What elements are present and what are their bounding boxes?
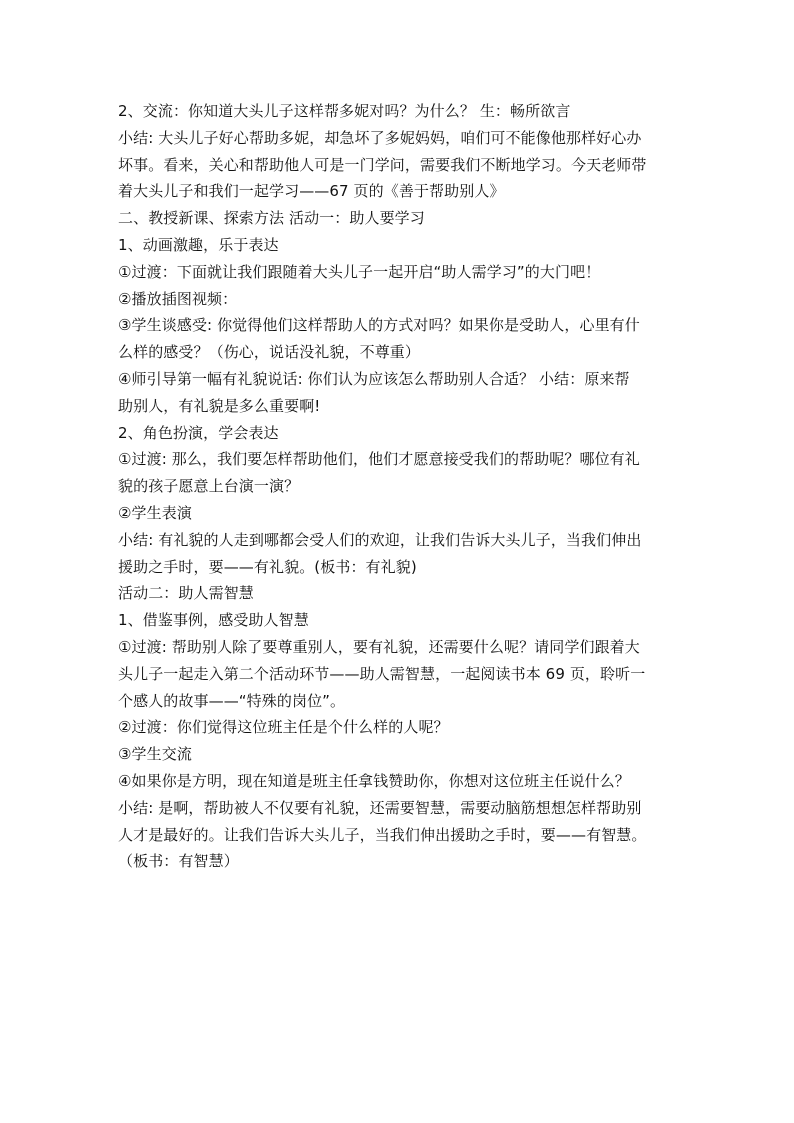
text-line: ③学生谈感受: 你觉得他们这样帮助人的方式对吗？如果你是受助人，心里有什: [118, 316, 640, 335]
subsection-heading: 1、借鉴事例，感受助人智慧: [118, 611, 309, 630]
text-line: ②过渡：你们觉得这位班主任是个什么样的人呢？: [118, 718, 449, 737]
text-line: 小结: 是啊，帮助被人不仅要有礼貌，还需要智慧，需要动脑筋想想怎样帮助别: [118, 798, 642, 817]
section-heading: 活动二：助人需智慧: [118, 584, 254, 603]
text-line: 么样的感受？（伤心，说话没礼貌，不尊重）: [118, 343, 421, 362]
section-heading: 二、教授新课、探索方法 活动一：助人要学习: [118, 209, 425, 228]
text-line: 坏事。看来，关心和帮助他人可是一门学问，需要我们不断地学习。今天老师带: [118, 155, 647, 174]
text-line: 个感人的故事——“特殊的岗位”。: [118, 691, 346, 710]
text-line: 助别人，有礼貌是多么重要啊!: [118, 396, 321, 415]
text-line: 着大头儿子和我们一起学习——67 页的《善于帮助别人》: [118, 182, 505, 201]
subsection-heading: 2、角色扮演，学会表达: [118, 423, 279, 442]
text-line: ②播放插图视频：: [118, 289, 238, 308]
text-line: 貌的孩子愿意上台演一演？: [118, 477, 300, 496]
text-line: ④师引导第一幅有礼貌说话: 你们认为应该怎么帮助别人合适？ 小结：原来帮: [118, 369, 630, 388]
text-line: 援助之手时，要——有礼貌。(板书：有礼貌): [118, 557, 417, 576]
text-line: ②学生表演: [118, 503, 192, 522]
text-line: 2、交流：你知道大头儿子这样帮多妮对吗？为什么？ 生：畅所欲言: [118, 102, 571, 120]
text-line: ③学生交流: [118, 745, 192, 764]
text-line: 小结: 大头儿子好心帮助多妮，却急坏了多妮妈妈，咱们可不能像他那样好心办: [118, 128, 642, 147]
text-line: ①过渡: 那么，我们要怎样帮助他们，他们才愿意接受我们的帮助呢？哪位有礼: [118, 450, 640, 469]
text-line: ④如果你是方明，现在知道是班主任拿钱赞助你，你想对这位班主任说什么？: [118, 771, 630, 790]
document-body: [118, 98, 678, 875]
text-line: 人才是最好的。让我们告诉大头儿子，当我们伸出援助之手时，要——有智慧。: [118, 825, 647, 844]
text-line: ①过渡：下面就让我们跟随着大头儿子一起开启“助人需学习”的大门吧！: [118, 262, 601, 281]
text-line: 小结: 有礼貌的人走到哪都会受人们的欢迎，让我们告诉大头儿子，当我们伸出: [118, 530, 642, 549]
text-line: ①过渡: 帮助别人除了要尊重别人，要有礼貌，还需要什么呢？请同学们跟着大: [118, 637, 640, 656]
subsection-heading: 1、动画激趣，乐于表达: [118, 235, 279, 254]
text-line: 头儿子一起走入第二个活动环节——助人需智慧，一起阅读书本 69 页，聆听一: [118, 664, 646, 683]
text-line: （板书：有智慧）: [118, 852, 239, 871]
